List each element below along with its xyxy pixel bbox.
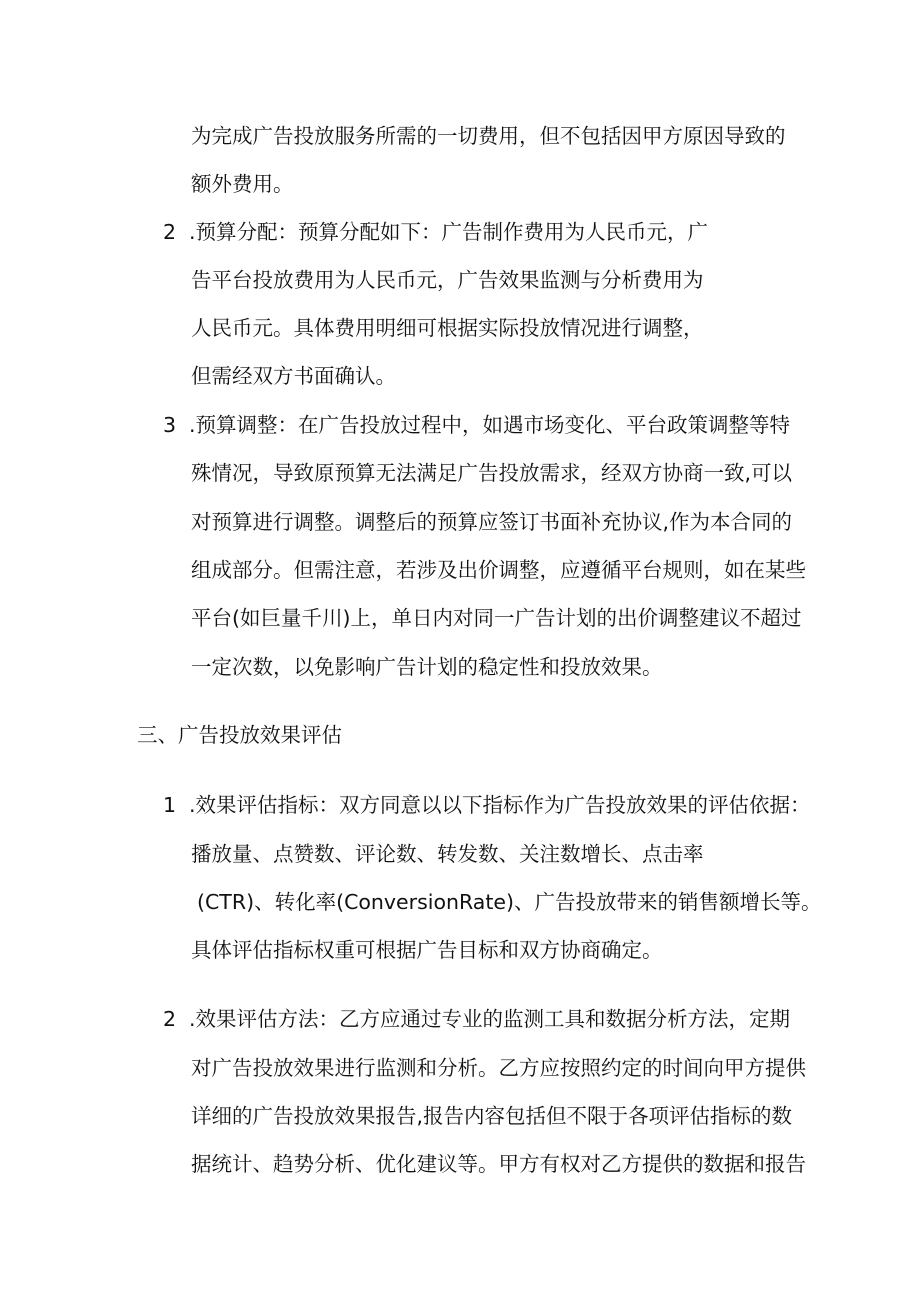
text-line: 平台(如巨量千川)上，单日内对同一广告计划的出价调整建议不超过: [191, 606, 802, 630]
text-line: 对广告投放效果进行监测和分析。乙方应按照约定的时间向甲方提供: [191, 1056, 806, 1080]
text-line: 播放量、点赞数、评论数、转发数、关注数增长、点击率: [191, 842, 704, 866]
list-number: 2: [163, 1007, 177, 1031]
text-line: 但需经双方书面确认。: [191, 364, 396, 388]
list-number: 1: [163, 793, 177, 817]
text-line: 据统计、趋势分析、优化建议等。甲方有权对乙方提供的数据和报告: [191, 1152, 806, 1176]
text-line: .预算分配：预算分配如下：广告制作费用为人民币元，广: [189, 220, 709, 244]
text-line: 告平台投放费用为人民币元，广告效果监测与分析费用为: [191, 268, 704, 292]
list-number: 3: [163, 413, 177, 437]
section-heading: 三、广告投放效果评估: [137, 723, 342, 747]
text-line: 一定次数，以免影响广告计划的稳定性和投放效果。: [191, 655, 663, 679]
text-line: 对预算进行调整。调整后的预算应签订书面补充协议,作为本合同的: [191, 510, 793, 534]
text-line: 额外费用。: [191, 172, 294, 196]
text-line: 详细的广告投放效果报告,报告内容包括但不限于各项评估指标的数: [191, 1104, 793, 1128]
text-line: .效果评估方法：乙方应通过专业的监测工具和数据分析方法，定期: [189, 1007, 791, 1031]
text-line: 组成部分。但需注意，若涉及出价调整，应遵循平台规则，如在某些: [191, 558, 806, 582]
text-line: 具体评估指标权重可根据广告目标和双方协商确定。: [191, 938, 663, 962]
text-line: 人民币元。具体费用明细可根据实际投放情况进行调整，: [191, 316, 704, 340]
text-line: .预算调整：在广告投放过程中，如遇市场变化、平台政策调整等特: [189, 413, 791, 437]
text-line: .效果评估指标：双方同意以以下指标作为广告投放效果的评估依据：: [189, 793, 811, 817]
text-line: (CTR)、转化率(ConversionRate)、广告投放带来的销售额增长等。: [197, 890, 822, 914]
text-line: 为完成广告投放服务所需的一切费用，但不包括因甲方原因导致的: [191, 124, 786, 148]
text-line: 殊情况，导致原预算无法满足广告投放需求，经双方协商一致,可以: [191, 461, 793, 485]
list-number: 2: [163, 220, 177, 244]
